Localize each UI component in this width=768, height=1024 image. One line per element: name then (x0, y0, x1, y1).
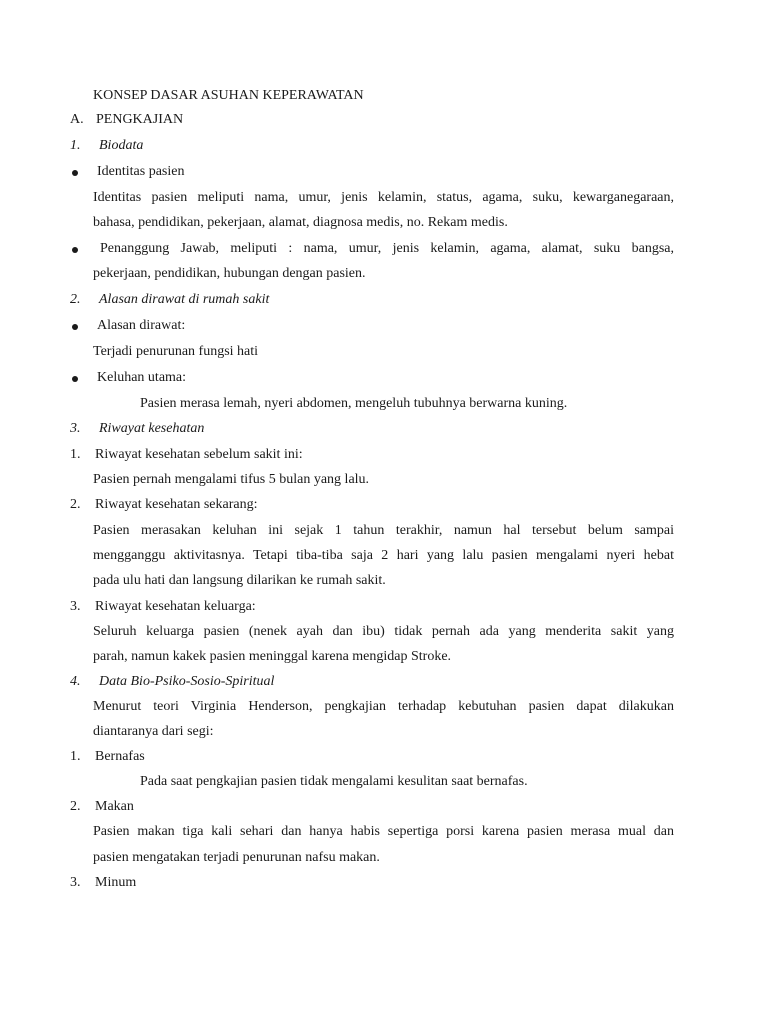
kebutuhan-3-marker: 3. (70, 875, 81, 890)
identitas-text-line-1: Identitas pasien meliputi nama, umur, jenis kelamin, status, agama, suku, kewarganegaraan, (93, 190, 674, 205)
riwayat-2-marker: 2. (70, 497, 81, 512)
section-4-intro-line-1: Menurut teori Virginia Henderson, pengkajian terhadap kebutuhan pasien dapat dilakukan (93, 699, 674, 714)
riwayat-2-text-line-1: Pasien merasakan keluhan ini sejak 1 tahun terakhir, namun hal tersebut belum sampai (93, 523, 674, 538)
section-1-title: Biodata (99, 138, 144, 153)
section-3-marker: 3. (70, 421, 81, 436)
riwayat-1-label: Riwayat kesehatan sebelum sakit ini: (95, 447, 303, 462)
section-2-title: Alasan dirawat di rumah sakit (99, 292, 270, 307)
section-2-marker: 2. (70, 292, 81, 307)
document-heading: KONSEP DASAR ASUHAN KEPERAWATAN (93, 88, 364, 103)
kebutuhan-2-text-line-1: Pasien makan tiga kali sehari dan hanya habis sepertiga porsi karena pasien merasa mual dan (93, 824, 674, 839)
alasan-label: Alasan dirawat: (97, 318, 186, 333)
riwayat-3-marker: 3. (70, 599, 81, 614)
riwayat-3-label: Riwayat kesehatan keluarga: (95, 599, 256, 614)
riwayat-2-label: Riwayat kesehatan sekarang: (95, 497, 258, 512)
alasan-text: Terjadi penurunan fungsi hati (93, 344, 259, 359)
riwayat-2-text-line-3: pada ulu hati dan langsung dilarikan ke rumah sakit. (93, 573, 386, 588)
kebutuhan-1-marker: 1. (70, 749, 81, 764)
riwayat-3-text-line-2: parah, namun kakek pasien meninggal karena mengidap Stroke. (93, 649, 452, 664)
riwayat-1-marker: 1. (70, 447, 81, 462)
section-3-title: Riwayat kesehatan (99, 421, 205, 436)
penanggung-text-line-2: pekerjaan, pendidikan, hubungan dengan pasien. (93, 266, 366, 281)
kebutuhan-2-text-line-2: pasien mengatakan terjadi penurunan nafsu makan. (93, 850, 380, 865)
riwayat-3-text-line-1: Seluruh keluarga pasien (nenek ayah dan ibu) tidak pernah ada yang menderita sakit yang (93, 624, 674, 639)
riwayat-1-text: Pasien pernah mengalami tifus 5 bulan yang lalu. (93, 472, 370, 487)
section-1-marker: 1. (70, 138, 81, 153)
kebutuhan-1-label: Bernafas (95, 749, 145, 764)
bullet-penanggung (72, 247, 78, 253)
identitas-text-line-2: bahasa, pendidikan, pekerjaan, alamat, diagnosa medis, no. Rekam medis. (93, 215, 508, 230)
keluhan-label: Keluhan utama: (97, 370, 187, 385)
keluhan-text: Pasien merasa lemah, nyeri abdomen, mengeluh tubuhnya berwarna kuning. (140, 396, 568, 411)
section-a-title: PENGKAJIAN (96, 112, 184, 127)
section-4-title: Data Bio-Psiko-Sosio-Spiritual (99, 674, 275, 689)
kebutuhan-1-text: Pada saat pengkajian pasien tidak mengalami kesulitan saat bernafas. (140, 774, 528, 789)
bullet-keluhan (72, 376, 78, 382)
section-4-intro-line-2: diantaranya dari segi: (93, 724, 214, 739)
identitas-label: Identitas pasien (97, 164, 185, 179)
bullet-identitas (72, 170, 78, 176)
penanggung-text-line-1: Penanggung Jawab, meliputi : nama, umur, jenis kelamin, agama, alamat, suku bangsa, (100, 241, 674, 256)
bullet-alasan (72, 324, 78, 330)
kebutuhan-2-marker: 2. (70, 799, 81, 814)
section-4-marker: 4. (70, 674, 81, 689)
section-a-marker: A. (70, 112, 84, 127)
riwayat-2-text-line-2: mengganggu aktivitasnya. Tetapi tiba-tiba saja 2 hari yang lalu pasien mengalami nyeri hebat (93, 548, 674, 563)
kebutuhan-2-label: Makan (95, 799, 134, 814)
kebutuhan-3-label: Minum (95, 875, 137, 890)
